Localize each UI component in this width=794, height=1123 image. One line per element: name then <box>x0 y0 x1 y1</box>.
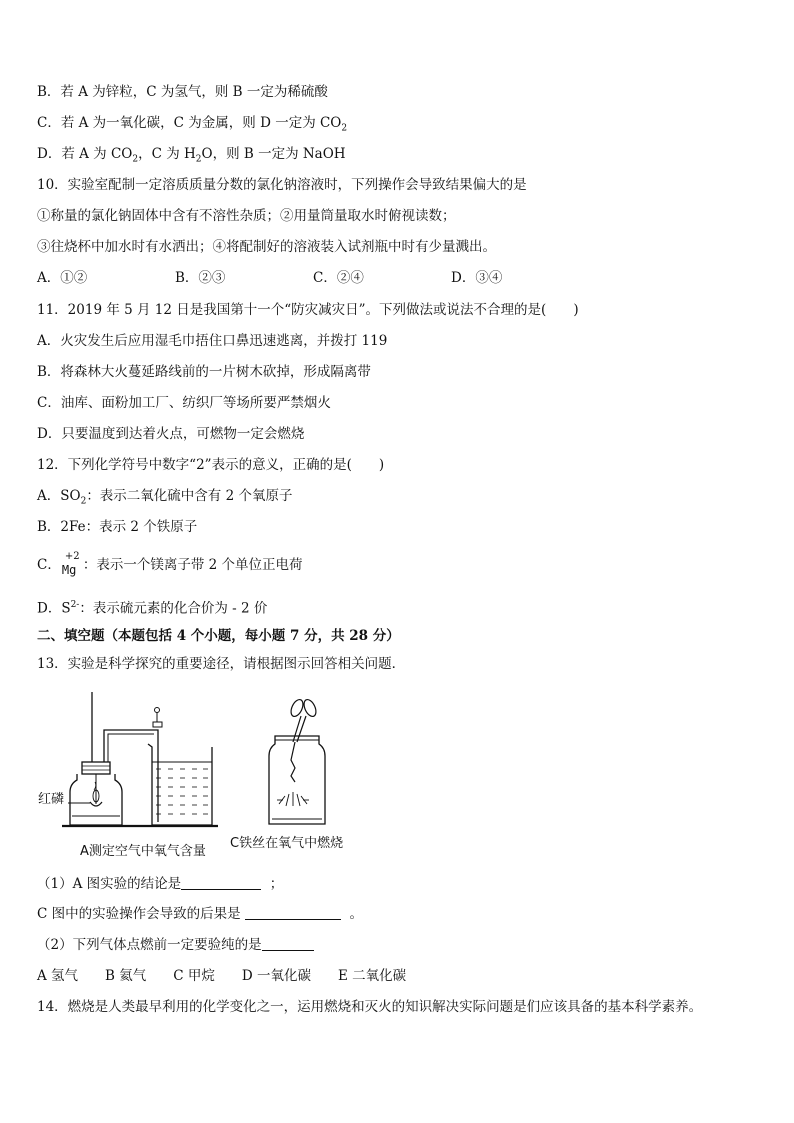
q12-option-a-sub: 2 <box>80 496 87 507</box>
figure-a-apparatus <box>40 692 230 832</box>
q12-option-d-text: ：表示硫元素的化合价为 - 2 价 <box>79 600 268 617</box>
mg-element-symbol: Mg <box>61 562 77 577</box>
q10-option-d: D．③④ <box>451 270 503 286</box>
q13-sub2-choices: A 氢气 B 氦气 C 甲烷 D 一氧化碳 E 二氧化碳 <box>37 968 407 984</box>
q11-option-d: D．只要温度到达着火点，可燃物一定会燃烧 <box>37 426 305 442</box>
q12-option-d <box>37 596 267 618</box>
q13-sub1-c <box>37 905 363 923</box>
q13-sub1 <box>37 875 283 893</box>
q11-option-c: C．油库、面粉加工厂、纺织厂等场所要严禁烟火 <box>37 395 331 411</box>
q10-option-a: A．①② <box>37 270 88 286</box>
q13-sub1-semicolon: ； <box>269 876 284 892</box>
q9-option-c-text: C．若 A 为一氧化碳，C 为金属，则 D 一定为 CO <box>37 115 342 131</box>
red-phosphorus-label: 红磷 <box>38 792 65 807</box>
q9-option-c-sub: 2 <box>341 123 348 134</box>
q9-option-d-a: D．若 A 为 CO <box>37 146 133 162</box>
q12-option-b: B．2Fe：表示 2 个铁原子 <box>37 519 198 535</box>
q13-sub2-text: （2）下列气体点燃前一定要验纯的是 <box>37 937 262 953</box>
q12-option-a-pre: A．SO <box>37 488 81 504</box>
q9-option-b: B．若 A 为锌粒，C 为氢气，则 B 一定为稀硫酸 <box>37 84 328 100</box>
q14-stem: 14．燃烧是人类最早利用的化学变化之一，运用燃烧和灭火的知识解决实际问题是们应该具备的基本科学素养。 <box>37 999 703 1015</box>
q9-option-d-sub1: 2 <box>132 154 139 165</box>
answer-blank[interactable] <box>181 875 261 890</box>
q12-option-c <box>37 550 303 577</box>
mg-valence-number: +2 <box>64 550 80 562</box>
q11-option-a: A．火灾发生后应用湿毛巾捂住口鼻迅速逃离，并拨打 119 <box>37 333 388 349</box>
q9-option-d-b: ，C 为 H <box>138 146 196 162</box>
q13-sub1-text: （1）A 图实验的结论是 <box>37 876 182 892</box>
figure-c-apparatus <box>255 696 345 828</box>
q9-option-d-sub2: 2 <box>195 154 202 165</box>
q12-option-a <box>37 487 292 511</box>
answer-blank[interactable] <box>245 905 341 920</box>
q10-option-b: B．②③ <box>175 270 226 286</box>
q11-option-b: B．将森林大火蔓延路线前的一片树木砍掉，形成隔离带 <box>37 364 371 380</box>
q9-option-c <box>37 114 347 138</box>
q12-option-a-text: ：表示二氧化硫中含有 2 个氧原子 <box>86 488 293 504</box>
figure-c-caption: C铁丝在氧气中燃烧 <box>230 836 344 851</box>
q9-option-d-c: O，则 B 一定为 NaOH <box>201 146 346 162</box>
answer-blank[interactable] <box>262 936 314 951</box>
q11-stem: 11．2019 年 5 月 12 日是我国第十一个“防灾减灾日”。下列做法或说法不合理的是( ) <box>37 302 579 318</box>
q10-statement-2: ③往烧杯中加水时有水洒出；④将配制好的溶液装入试剂瓶中时有少量溅出。 <box>37 239 496 255</box>
q10-statement-1: ①称量的氯化钠固体中含有不溶性杂质；②用量筒量取水时俯视读数； <box>37 208 456 224</box>
q12-option-c-label: C． <box>37 557 61 573</box>
q13-stem: 13．实验是科学探究的重要途径，请根据图示回答相关问题． <box>37 656 406 672</box>
section-2-heading: 二、填空题（本题包括 4 个小题，每小题 7 分，共 28 分） <box>37 628 400 644</box>
q12-stem: 12．下列化学符号中数字“2”表示的意义，正确的是( ) <box>37 457 385 473</box>
q13-sub2 <box>37 936 314 954</box>
q13-sub1-c-end: 。 <box>349 906 364 922</box>
q9-option-d <box>37 145 346 169</box>
mg-valence-symbol <box>61 550 83 577</box>
q12-option-c-text: ：表示一个镁离子带 2 个单位正电荷 <box>82 557 303 573</box>
q13-sub1-c-text: C 图中的实验操作会导致的后果是 <box>37 906 241 922</box>
figure-a-caption: A测定空气中氧气含量 <box>80 844 206 859</box>
q12-option-d-sup: 2- <box>70 600 80 610</box>
q10-stem: 10．实验室配制一定溶质质量分数的氯化钠溶液时，下列操作会导致结果偏大的是 <box>37 177 527 193</box>
q12-option-d-pre: D．S <box>37 600 71 617</box>
q10-option-c: C．②④ <box>313 270 364 286</box>
